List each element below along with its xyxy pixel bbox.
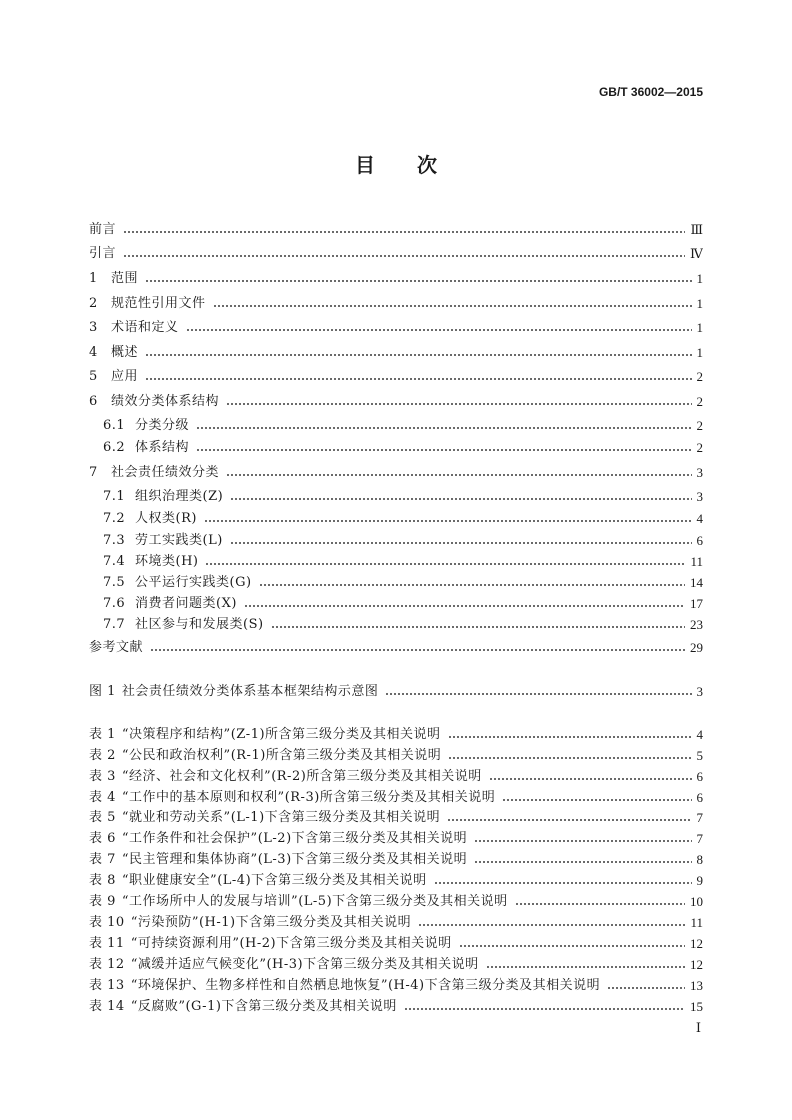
toc-entry-number: 表 13 xyxy=(89,978,125,993)
toc-entry-title: 社区参与和发展类(S) xyxy=(135,617,264,632)
toc-entry-number: 表 9 xyxy=(89,894,116,909)
dot-leader xyxy=(145,368,691,386)
dot-leader xyxy=(145,270,691,288)
dot-leader xyxy=(204,510,692,528)
toc-entry-title: “环境保护、生物多样性和自然栖息地恢复”(H-4)下含第三级分类及其相关说明 xyxy=(130,978,601,993)
toc-entry-number: 表 2 xyxy=(89,748,116,763)
toc-entry-number: 图 1 xyxy=(89,684,116,699)
toc-section-entry xyxy=(89,393,703,411)
toc-entry-page: 11 xyxy=(690,554,703,569)
toc-entry-title: 术语和定义 xyxy=(111,320,179,335)
toc-section-entry xyxy=(103,510,703,528)
toc-entry-number: 表 10 xyxy=(89,915,125,930)
toc-entry-title: 应用 xyxy=(111,369,139,384)
toc-entry-number: 7.7 xyxy=(103,617,126,632)
dot-leader xyxy=(196,417,691,435)
toc-entry-title: “决策程序和结构”(Z-1)所含第三级分类及其相关说明 xyxy=(121,727,441,742)
toc-entry-title: 范围 xyxy=(111,271,139,286)
toc-section-entry xyxy=(89,464,703,482)
toc-entry-page: 2 xyxy=(696,440,703,455)
toc-entry-page: 2 xyxy=(696,418,703,433)
toc-entry-number: 1 xyxy=(89,271,98,286)
toc-entry-title: “工作场所中人的发展与培训”(L-5)下含第三级分类及其相关说明 xyxy=(121,894,508,909)
toc-entry-number: 表 3 xyxy=(89,769,116,784)
toc-table-entry xyxy=(89,747,703,765)
toc-entry-page: 1 xyxy=(696,320,703,335)
dot-leader xyxy=(474,851,691,869)
toc-entry-page: 17 xyxy=(690,596,703,611)
dot-leader xyxy=(418,914,685,932)
toc-entry-number: 表 8 xyxy=(89,873,116,888)
toc-entry-page: 7 xyxy=(696,831,703,846)
dot-leader xyxy=(447,809,691,827)
toc-table-entry xyxy=(89,809,703,827)
toc-figure-entry xyxy=(89,683,703,701)
toc-entry-number: 表 7 xyxy=(89,852,116,867)
standard-code-header: GB/T 36002—2015 xyxy=(598,85,703,99)
dot-leader xyxy=(123,245,685,263)
toc-section-entry xyxy=(89,221,703,239)
toc-entry-page: 4 xyxy=(696,511,703,526)
toc-entry-title: “工作中的基本原则和权利”(R-3)所含第三级分类及其相关说明 xyxy=(121,790,496,805)
toc-entry-page: 2 xyxy=(696,369,703,384)
toc-entry-page: 3 xyxy=(696,684,703,699)
dot-leader xyxy=(196,439,691,457)
toc-entry-title: 分类分级 xyxy=(135,418,190,433)
toc-section-entry xyxy=(103,574,703,592)
toc-table-entry xyxy=(89,872,703,890)
toc-entry-page: 15 xyxy=(690,999,703,1014)
toc-entry-number: 6 xyxy=(89,394,98,409)
toc-entry-number: 5 xyxy=(89,369,98,384)
toc-entry-title: 组织治理类(Z) xyxy=(135,489,224,504)
toc-entry-page: 1 xyxy=(696,271,703,286)
dot-leader xyxy=(448,747,691,765)
toc-table-entry xyxy=(89,789,703,807)
dot-leader xyxy=(230,532,692,550)
toc-entry-title: 引言 xyxy=(89,246,117,261)
toc-entry-number: 7.6 xyxy=(103,596,126,611)
toc-entry-title: “就业和劳动关系”(L-1)下含第三级分类及其相关说明 xyxy=(121,810,441,825)
toc-entry-page: 29 xyxy=(690,640,703,655)
toc-entry-page: 5 xyxy=(696,748,703,763)
toc-entry-page: 11 xyxy=(690,915,703,930)
toc-entry-number: 表 1 xyxy=(89,727,116,742)
toc-entry-page: 10 xyxy=(690,894,703,909)
toc-section-entry xyxy=(103,417,703,435)
toc-entry-title: 前言 xyxy=(89,222,117,237)
dot-leader xyxy=(474,830,691,848)
toc-entry-title: “减缓并适应气候变化”(H-3)下含第三级分类及其相关说明 xyxy=(130,957,479,972)
toc-section-entry xyxy=(103,553,703,571)
toc-entry-number: 6.2 xyxy=(103,440,126,455)
toc-section-entry xyxy=(89,319,703,337)
toc-section-entry xyxy=(103,532,703,550)
toc-entry-page: Ⅳ xyxy=(690,246,703,261)
toc-entry-title: 环境类(H) xyxy=(135,554,199,569)
toc-entry-title: 人权类(R) xyxy=(135,511,197,526)
toc-entry-number: 7.1 xyxy=(103,489,126,504)
toc-entry-title: “工作条件和社会保护”(L-2)下含第三级分类及其相关说明 xyxy=(121,831,468,846)
toc-entry-number: 表 4 xyxy=(89,790,116,805)
dot-leader xyxy=(607,977,685,995)
toc-entry-title: 公平运行实践类(G) xyxy=(135,575,252,590)
toc-section-entry xyxy=(89,368,703,386)
toc-table-entry xyxy=(89,914,703,932)
page-title: 目次 xyxy=(355,153,479,177)
toc-entry-title: “职业健康安全”(L-4)下含第三级分类及其相关说明 xyxy=(121,873,427,888)
dot-leader xyxy=(123,221,685,239)
dot-leader xyxy=(502,789,691,807)
dot-leader xyxy=(205,553,685,571)
toc-entry-title: “可持续资源利用”(H-2)下含第三级分类及其相关说明 xyxy=(130,936,452,951)
toc-entry-title: 社会责任绩效分类 xyxy=(111,465,220,480)
toc-entry-title: “经济、社会和文化权利”(R-2)所含第三级分类及其相关说明 xyxy=(121,769,482,784)
toc-entry-number: 3 xyxy=(89,320,98,335)
toc-section-entry xyxy=(103,439,703,457)
toc-entry-number: 4 xyxy=(89,345,98,360)
toc-entry-title: 绩效分类体系结构 xyxy=(111,394,220,409)
dot-leader xyxy=(434,872,692,890)
toc-entry-page: 3 xyxy=(696,489,703,504)
toc-entry-page: Ⅲ xyxy=(690,222,703,237)
toc-entry-page: 9 xyxy=(696,873,703,888)
toc-entry-number: 表 5 xyxy=(89,810,116,825)
toc-section-entry xyxy=(89,639,703,657)
toc-entry-page: 1 xyxy=(696,296,703,311)
toc-entry-title: “反腐败”(G-1)下含第三级分类及其相关说明 xyxy=(130,999,397,1014)
toc-entry-number: 7.2 xyxy=(103,511,126,526)
dot-leader xyxy=(226,393,691,411)
toc-entry-title: “民主管理和集体协商”(L-3)下含第三级分类及其相关说明 xyxy=(121,852,468,867)
toc-entry-title: 消费者问题类(X) xyxy=(135,596,237,611)
toc-section-entry xyxy=(89,245,703,263)
toc-entry-number: 表 11 xyxy=(89,936,125,951)
toc-entry-title: 体系结构 xyxy=(135,440,190,455)
toc-entry-number: 6.1 xyxy=(103,418,126,433)
toc-entry-number: 7.4 xyxy=(103,554,126,569)
toc-entry-page: 12 xyxy=(690,957,703,972)
toc-entry-page: 6 xyxy=(696,769,703,784)
dot-leader xyxy=(448,726,692,744)
toc-entry-title: “公民和政治权利”(R-1)所含第三级分类及其相关说明 xyxy=(121,748,442,763)
toc-table-entry xyxy=(89,935,703,953)
dot-leader xyxy=(230,488,691,506)
toc-table-entry xyxy=(89,726,703,744)
toc-section-entry xyxy=(89,270,703,288)
toc-entry-number: 表 14 xyxy=(89,999,125,1014)
dot-leader xyxy=(145,344,691,362)
dot-leader xyxy=(213,295,692,313)
toc-section-entry xyxy=(89,295,703,313)
dot-leader xyxy=(489,768,692,786)
toc-table-entry xyxy=(89,977,703,995)
page-number: Ⅰ xyxy=(695,1020,701,1035)
toc-entry-number: 2 xyxy=(89,296,98,311)
toc-entry-page: 12 xyxy=(690,936,703,951)
toc-entry-page: 3 xyxy=(696,465,703,480)
toc-entry-title: 劳工实践类(L) xyxy=(135,533,223,548)
dot-leader xyxy=(459,935,685,953)
dot-leader xyxy=(404,998,685,1016)
dot-leader xyxy=(150,639,685,657)
dot-leader xyxy=(486,956,685,974)
toc-entry-page: 4 xyxy=(696,727,703,742)
toc-entry-page: 8 xyxy=(696,852,703,867)
toc-entry-title: 参考文献 xyxy=(89,640,144,655)
toc-entry-number: 7.5 xyxy=(103,575,126,590)
dot-leader xyxy=(244,595,685,613)
toc-table-entry xyxy=(89,893,703,911)
toc-section-entry xyxy=(103,595,703,613)
toc-table-entry xyxy=(89,956,703,974)
toc-section-entry xyxy=(103,488,703,506)
dot-leader xyxy=(186,319,692,337)
toc-entry-title: 社会责任绩效分类体系基本框架结构示意图 xyxy=(121,684,379,699)
toc-entry-page: 6 xyxy=(696,533,703,548)
toc-entry-number: 7 xyxy=(89,465,98,480)
toc-entry-number: 表 6 xyxy=(89,831,116,846)
dot-leader xyxy=(385,683,691,701)
toc-entry-page: 14 xyxy=(690,575,703,590)
dot-leader xyxy=(226,464,691,482)
dot-leader xyxy=(515,893,685,911)
toc-entry-page: 1 xyxy=(696,345,703,360)
dot-leader xyxy=(271,616,685,634)
toc-entry-page: 7 xyxy=(696,810,703,825)
toc-entry-page: 13 xyxy=(690,978,703,993)
toc-section-entry xyxy=(89,344,703,362)
toc-section-entry xyxy=(103,616,703,634)
dot-leader xyxy=(259,574,685,592)
toc-entry-number: 7.3 xyxy=(103,533,126,548)
toc-table-entry xyxy=(89,768,703,786)
toc-entry-page: 6 xyxy=(696,790,703,805)
toc-entry-page: 23 xyxy=(690,617,703,632)
toc-entry-number: 表 12 xyxy=(89,957,125,972)
toc-table-entry xyxy=(89,998,703,1016)
toc-entry-page: 2 xyxy=(696,394,703,409)
toc-entry-title: 概述 xyxy=(111,345,139,360)
toc-table-entry xyxy=(89,851,703,869)
toc-entry-title: “污染预防”(H-1)下含第三级分类及其相关说明 xyxy=(130,915,412,930)
toc-entry-title: 规范性引用文件 xyxy=(111,296,206,311)
toc-table-entry xyxy=(89,830,703,848)
